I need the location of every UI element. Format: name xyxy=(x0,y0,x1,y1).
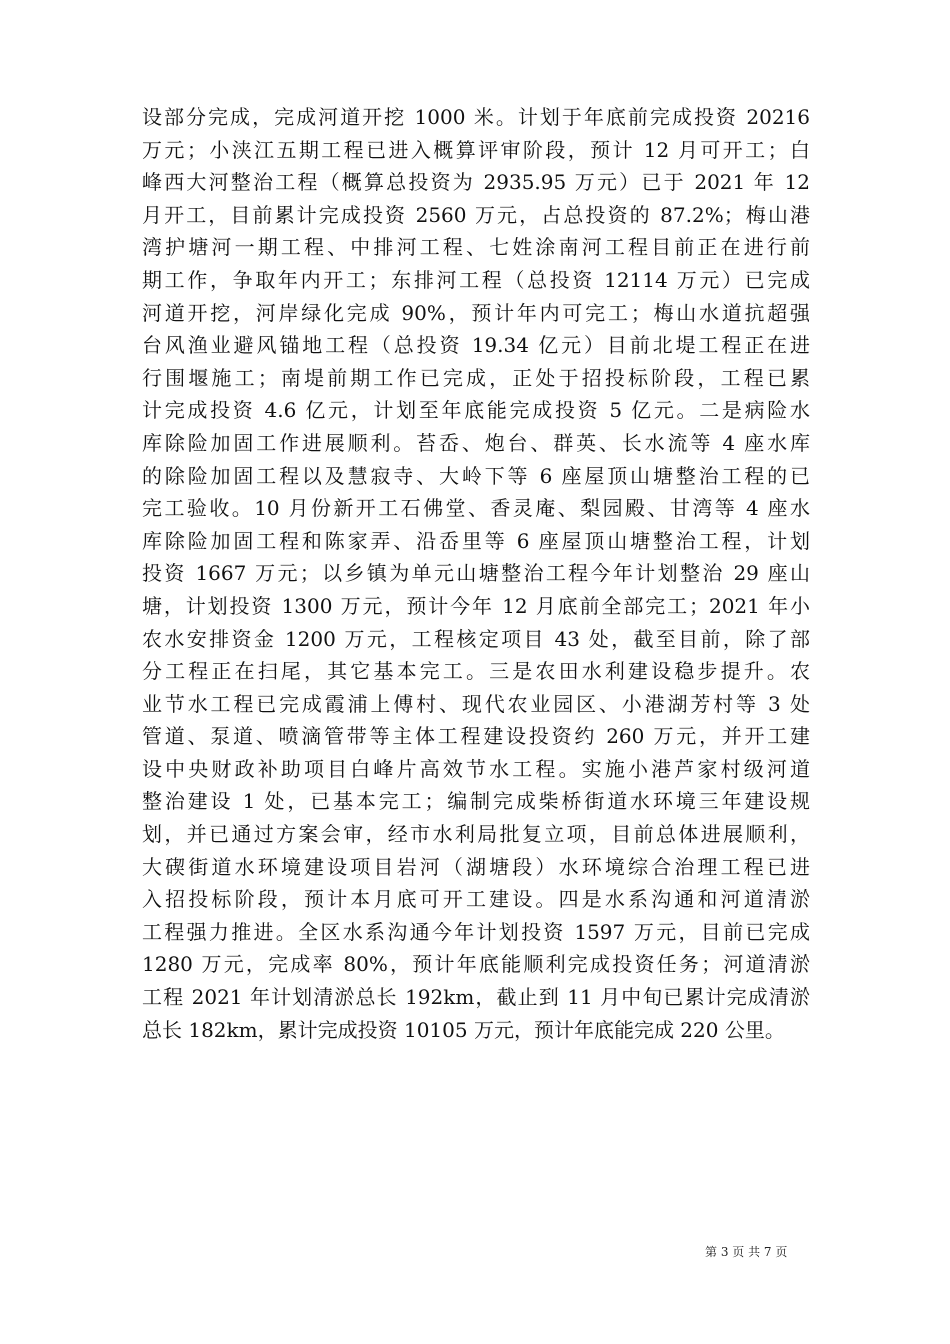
text-line: 台风渔业避风锚地工程（总投资 19.34 亿元）目前北堤工程正在进 xyxy=(142,333,810,358)
text-line: 万元；小浃江五期工程已进入概算评审阶段，预计 12 月可开工；白 xyxy=(142,137,810,162)
text-line: 的除险加固工程以及慧寂寺、大岭下等 6 座屋顶山塘整治工程的已 xyxy=(142,463,810,488)
text-line: 分工程正在扫尾，其它基本完工。三是农田水利建设稳步提升。农 xyxy=(142,659,810,684)
text-line: 设中央财政补助项目白峰片高效节水工程。实施小港芦家村级河道 xyxy=(142,756,810,781)
text-line: 库除险加固工程和陈家弄、沿岙里等 6 座屋顶山塘整治工程，计划 xyxy=(142,528,810,553)
text-line: 1280 万元，完成率 80%，预计年底能顺利完成投资任务；河道清淤 xyxy=(142,952,810,977)
text-line: 整治建设 1 处，已基本完工；编制完成柴桥街道水环境三年建设规 xyxy=(142,789,810,814)
text-line: 河道开挖，河岸绿化完成 90%，预计年内可完工；梅山水道抗超强 xyxy=(142,300,810,325)
text-line: 月开工，目前累计完成投资 2560 万元，占总投资的 87.2%；梅山港 xyxy=(142,202,810,227)
text-line: 大碶街道水环境建设项目岩河（湖塘段）水环境综合治理工程已进 xyxy=(142,854,810,879)
text-line: 管道、泵道、喷滴管带等主体工程建设投资约 260 万元，并开工建 xyxy=(142,724,810,749)
text-line: 入招投标阶段，预计本月底可开工建设。四是水系沟通和河道清淤 xyxy=(142,887,810,912)
page-number: 第 3 页 共 7 页 xyxy=(705,1245,788,1259)
text-line: 湾护塘河一期工程、中排河工程、七姓涂南河工程目前正在进行前 xyxy=(142,235,810,260)
text-line: 工程强力推进。全区水系沟通今年计划投资 1597 万元，目前已完成 xyxy=(142,919,810,944)
text-line: 设部分完成，完成河道开挖 1000 米。计划于年底前完成投资 20216 xyxy=(142,105,810,129)
text-line: 总长 182km，累计完成投资 10105 万元，预计年底能完成 220 公里。 xyxy=(142,1017,785,1042)
text-line: 库除险加固工作进展顺利。苔岙、炮台、群英、长水流等 4 座水库 xyxy=(142,430,810,455)
text-line: 农水安排资金 1200 万元，工程核定项目 43 处，截至目前，除了部 xyxy=(142,626,810,651)
text-line: 完工验收。10 月份新开工石佛堂、香灵庵、梨园殿、甘湾等 4 座水 xyxy=(142,496,810,521)
text-line: 峰西大河整治工程（概算总投资为 2935.95 万元）已于 2021 年 12 xyxy=(142,170,810,195)
body-paragraph xyxy=(142,101,810,1046)
text-line: 期工作，争取年内开工；东排河工程（总投资 12114 万元）已完成 xyxy=(142,267,810,292)
text-line: 工程 2021 年计划清淤总长 192km，截止到 11 月中旬已累计完成清淤 xyxy=(142,985,810,1010)
text-line: 业节水工程已完成霞浦上傅村、现代农业园区、小港湖芳村等 3 处 xyxy=(142,691,810,716)
text-line: 计完成投资 4.6 亿元，计划至年底能完成投资 5 亿元。二是病险水 xyxy=(142,398,810,423)
text-line: 投资 1667 万元；以乡镇为单元山塘整治工程今年计划整治 29 座山 xyxy=(142,561,810,586)
text-line: 行围堰施工；南堤前期工作已完成，正处于招投标阶段，工程已累 xyxy=(142,365,810,390)
text-line: 塘，计划投资 1300 万元，预计今年 12 月底前全部完工；2021 年小 xyxy=(142,593,810,618)
text-line: 划，并已通过方案会审，经市水利局批复立项，目前总体进展顺利， xyxy=(142,822,810,847)
